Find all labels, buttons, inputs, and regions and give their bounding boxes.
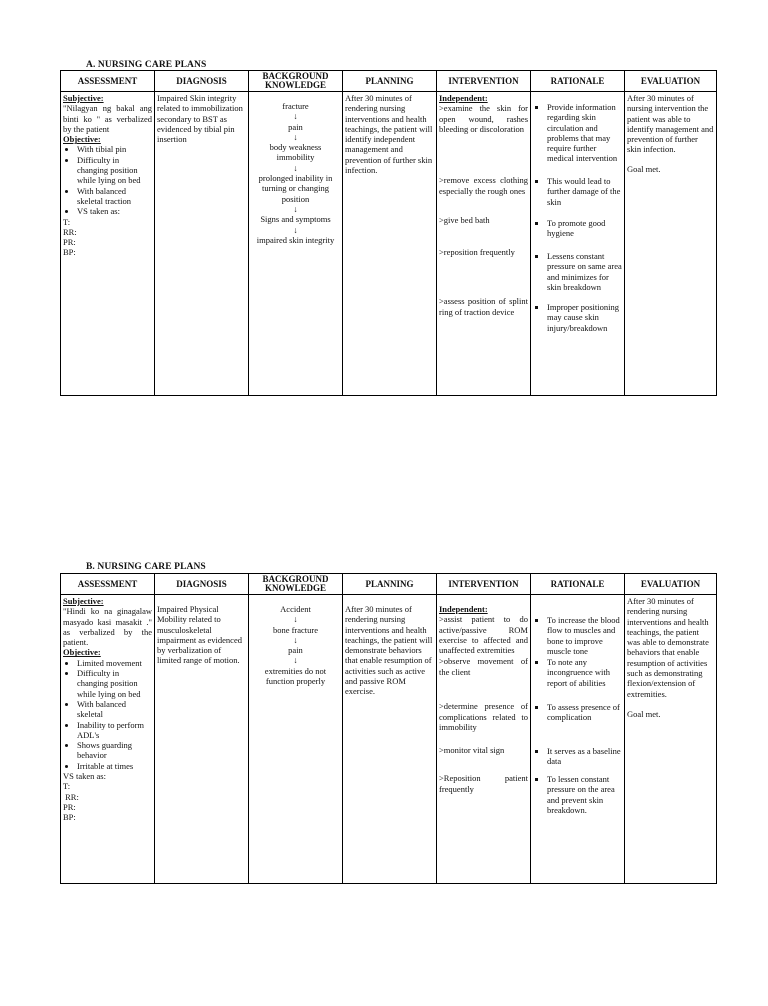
down-arrow-icon: ↓ [293,634,298,645]
bk-line: fracture [282,101,309,111]
list-item: • Inability to perform ADL's [77,720,152,741]
diagnosis-cell: Impaired Skin integrity related to immobilization secondary to BST as evidenced by tibial pin insertion [155,92,249,396]
list-item: ▪ It serves as a baseline data [547,746,622,774]
list-item: • Irritable at times [77,761,152,771]
intervention-item: >reposition frequently [439,247,515,258]
intervention-item: >give bed bath [439,215,490,226]
header-diagnosis: DIAGNOSIS [155,71,249,92]
assessment-cell [61,595,155,884]
down-arrow-icon: ↓ [293,111,298,122]
vital-bp: BP: [63,812,76,823]
header-intervention: INTERVENTION [437,574,531,595]
care-plan-table-b [60,573,717,884]
list-item: • VS taken as: [77,206,152,216]
background-cell [249,595,343,884]
intervention-item: >determine presence of complications related to immobility [439,701,528,732]
intervention-item: >assist patient to do active/passive ROM exercise to affected and unaffected extremities [439,614,528,656]
independent-label: Independent: [439,604,488,614]
bk-line: prolonged inability in turning or changing position [258,173,333,204]
table-row [61,92,717,396]
intervention-item: >remove excess clothing especially the rough ones [439,175,528,196]
list-item: ▪ This would lead to further damage of the skin [547,176,622,218]
section-title-b: B. NURSING CARE PLANS [86,562,206,572]
bk-line: pain [288,645,303,656]
assessment-cell [61,92,155,396]
list-item: • Shows guarding behavior [77,740,152,761]
list-item: • With tibial pin [77,144,152,154]
list-item: ▪ Provide information regarding skin circulation and problems that may require further medical intervention [547,102,622,176]
evaluation-text: After 30 minutes of rendering nursing interventions and health teachings, the patient was able to demonstrate behaviors that enable resumption of activities such as demonstrating flexion/extension of extremities. [627,596,709,699]
header-rationale: RATIONALE [531,71,625,92]
evaluation-cell [625,92,717,396]
vital-t: T: [63,216,71,227]
subjective-label: Subjective: [63,596,104,606]
header-rationale: RATIONALE [531,574,625,595]
list-item: ▪ To increase the blood flow to muscles and bone to improve muscle tone [547,615,622,657]
vital-t: T: [63,781,71,792]
list-item: • With balanced skeletal traction [77,186,152,207]
background-cell [249,92,343,396]
down-arrow-icon: ↓ [293,162,298,173]
bk-line: impaired skin integrity [256,234,335,245]
bk-line: body weakness [269,142,322,153]
care-plan-table-a [60,70,717,396]
intervention-cell [437,92,531,396]
vitals-label: VS taken as: [63,771,106,782]
subjective-text: "Hindi ko na ginagalaw masyado kasi masakit ." as verbalized by the patient. [63,606,152,648]
intervention-item: >observe movement of the client [439,656,528,677]
header-diagnosis: DIAGNOSIS [155,574,249,595]
objective-list [63,144,152,216]
bk-line: bone fracture [272,624,319,635]
header-assessment: ASSESSMENT [61,574,155,595]
down-arrow-icon: ↓ [293,131,298,142]
header-evaluation: EVALUATION [625,71,717,92]
header-evaluation: EVALUATION [625,574,717,595]
header-planning: PLANNING [343,71,437,92]
down-arrow-icon: ↓ [293,224,298,235]
rationale-cell [531,595,625,884]
goal-text: Goal met. [627,163,661,174]
vital-rr: RR: [63,791,79,802]
evaluation-cell [625,595,717,884]
vital-pr: PR: [63,237,76,248]
intervention-item: >assess position of splint ring of traction device [439,296,528,317]
bk-line: Signs and symptoms [260,214,331,225]
table-header-row [61,574,717,595]
down-arrow-icon: ↓ [293,655,298,666]
independent-label: Independent: [439,93,488,103]
list-item: • Difficulty in changing position while lying on bed [77,668,152,699]
header-assessment: ASSESSMENT [61,71,155,92]
list-item: • With balanced skeletal [77,699,152,720]
header-intervention: INTERVENTION [437,71,531,92]
objective-label: Objective: [63,134,101,145]
section-title-a: A. NURSING CARE PLANS [86,60,207,70]
list-item: • Difficulty in changing position while lying on bed [77,155,152,186]
list-item: ▪ Lessens constant pressure on same area and minimizes for skin breakdown [547,251,622,302]
header-background: BACKGROUND KNOWLEDGE [249,71,343,92]
list-item: ▪ Improper positioning may cause skin injury/breakdown [547,302,622,333]
diagnosis-cell: Impaired Physical Mobility related to musculoskeletal impairment as evidenced by verbalization of limited range of motion. [155,595,249,884]
down-arrow-icon: ↓ [293,203,298,214]
bk-line: extremities do not function properly [264,665,327,687]
intervention-item: >monitor vital sign [439,745,505,756]
objective-list [63,658,152,771]
table-header-row [61,71,717,92]
bk-line: Accident [280,604,311,614]
rationale-list [533,93,622,333]
vital-bp: BP: [63,247,76,258]
down-arrow-icon: ↓ [293,614,298,625]
subjective-text: "Nilagyan ng bakal ang binti ko " as verbalized by the patient [63,103,152,134]
intervention-cell [437,595,531,884]
rationale-cell [531,92,625,396]
list-item: ▪ To assess presence of complication [547,702,622,746]
rationale-list [533,596,622,815]
header-planning: PLANNING [343,574,437,595]
bk-line: pain [288,121,303,132]
evaluation-text: After 30 minutes of nursing intervention the patient was able to identify management and prevention of further skin infection. [627,93,714,155]
list-item: • Limited movement [77,658,152,668]
intervention-item: >examine the skin for open wound, rashes bleeding or discoloration [439,103,528,134]
vital-pr: PR: [63,801,76,812]
list-item: ▪ To promote good hygiene [547,218,622,251]
subjective-label: Subjective: [63,93,104,103]
intervention-item: >Reposition patient frequently [439,773,528,794]
header-background: BACKGROUND KNOWLEDGE [249,574,343,595]
planning-cell: After 30 minutes of rendering nursing interventions and health teachings, the patient will demonstrate behaviors that enable resumption of activities such as active and passive ROM exercise. [343,595,437,884]
list-item: ▪ To note any incongruence with report of abilities [547,657,622,702]
planning-cell: After 30 minutes of rendering nursing interventions and health teachings, the patient will identify independent management and prevention of further skin infection. [343,92,437,396]
list-item: ▪ To lessen constant pressure on the area and prevent skin breakdown. [547,774,622,815]
table-row [61,595,717,884]
objective-label: Objective: [63,647,101,658]
goal-text: Goal met. [627,708,661,719]
vital-rr: RR: [63,226,77,237]
bk-line: immobility [276,152,315,163]
